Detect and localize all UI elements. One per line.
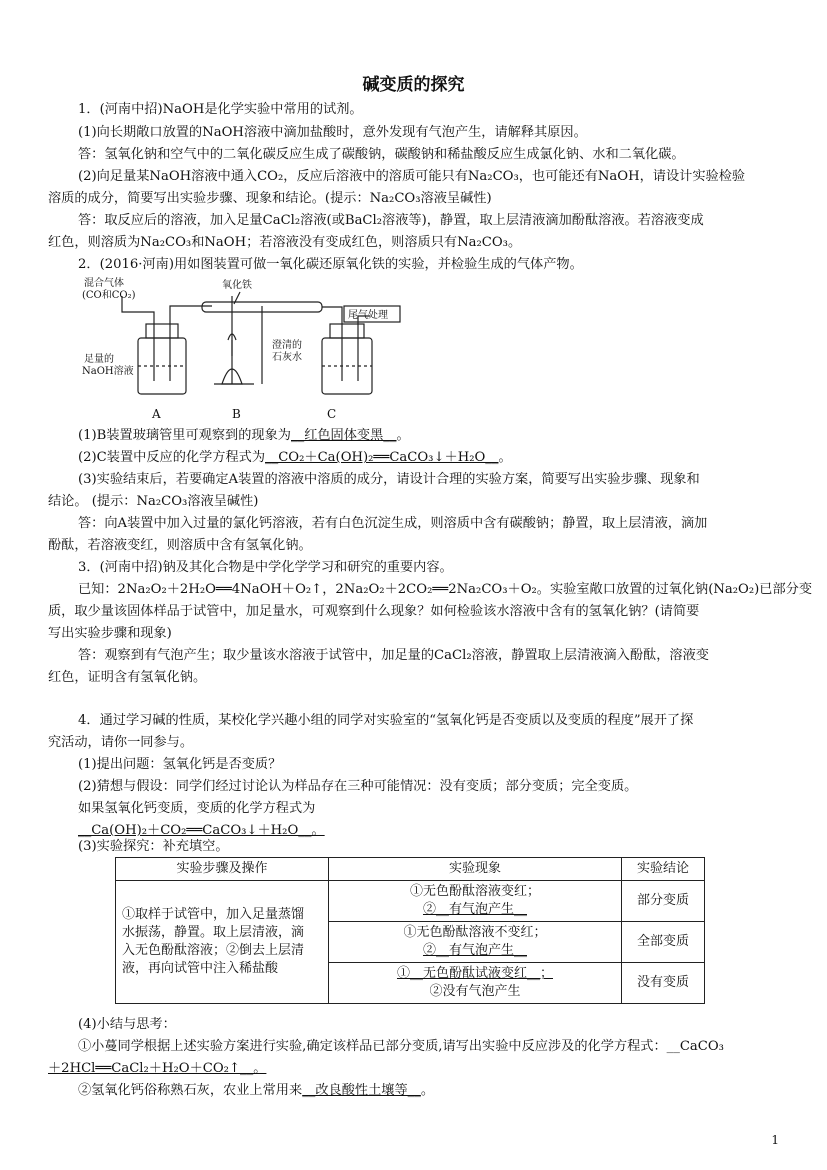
header-steps: 实验步骤及操作 [116, 858, 329, 881]
conclusion-cell: 没有变质 [622, 963, 705, 1004]
q4-part2-equation-intro: 如果氢氧化钙变质，变质的化学方程式为 [78, 801, 316, 816]
observation-cell [329, 963, 622, 1004]
label-gas-mix-2: (CO和CO₂) [82, 290, 136, 301]
conclusion-cell: 部分变质 [622, 881, 705, 922]
q4-part3: (3)实验探究：补充填空。 [78, 839, 229, 854]
q3-line3: 写出实验步骤和现象) [48, 626, 172, 641]
stopper-a [146, 324, 178, 338]
q2-answer-line2: 酚酞，若溶液变红，则溶质中含有氢氧化钠。 [48, 538, 312, 553]
stopper-c [330, 324, 364, 338]
label-naoh: 足量的 [84, 354, 114, 365]
label-a: A [152, 407, 161, 421]
q4-part2: (2)猜想与假设：同学们经过讨论认为样品存在三种可能情况：没有变质；部分变质；完全变质。 [78, 779, 638, 794]
q4-stem-line2: 究活动，请你一同参与。 [48, 735, 194, 750]
q2-part3-line2: 结论。 (提示：Na₂CO₃溶液呈碱性) [48, 494, 259, 509]
step-line: 液，再向试管中注入稀盐酸 [122, 961, 279, 976]
label-b: B [232, 407, 241, 421]
observation-answer: ①__无色酚酞试液变红__； [396, 966, 553, 981]
q1-answer1: 答：氢氧化钠和空气中的二氧化碳反应生成了碳酸钠，碳酸钠和稀盐酸反应生成氯化钠、水和二氧化碳。 [78, 147, 685, 162]
step-line: 水振荡，静置。取上层清液，滴 [122, 925, 305, 940]
q1-answer2-line1: 答：取反应后的溶液，加入足量CaCl₂溶液(或BaCl₂溶液等)，静置，取上层清液滴加酚酞溶液。若溶液变成 [78, 213, 704, 228]
label-limewater: 澄清的 [272, 340, 302, 351]
observation-line: ①无色酚酞溶液不变红； [403, 925, 547, 940]
observation-answer: ②__有气泡产生__ [422, 943, 527, 958]
q2-stem: 2．(2016·河南)用如图装置可做一氧化碳还原氧化铁的实验，并检验生成的气体产物。 [78, 257, 583, 272]
observation-cell [329, 881, 622, 922]
q3-stem: 3．(河南中招)钠及其化合物是中学化学学习和研究的重要内容。 [78, 560, 453, 575]
page-title: 碱变质的探究 [362, 75, 465, 95]
observation-line: ①无色酚酞溶液变红； [409, 884, 540, 899]
header-observations: 实验现象 [329, 858, 622, 881]
q1-answer2-line2: 红色，则溶质为Na₂CO₃和NaOH；若溶液没有变成红色，则溶质只有Na₂CO₃。 [48, 235, 522, 250]
label-gas-mix: 混合气体 [84, 278, 124, 289]
q2-part2: (2)C装置中反应的化学方程式为__CO₂＋Ca(OH)₂══CaCO₃↓＋H₂O__。 [78, 450, 512, 465]
q4-part1: (1)提出问题：氢氧化钙是否变质？ [78, 757, 282, 772]
conclusion-cell: 全部变质 [622, 922, 705, 963]
q1-part2-line2: 溶质的成分，简要写出实验步骤、现象和结论。(提示：Na₂CO₃溶液呈碱性) [48, 191, 492, 206]
q3-line1: 已知：2Na₂O₂＋2H₂O══4NaOH＋O₂↑，2Na₂O₂＋2CO₂══2Na₂CO₃＋O₂。实验室敞口放置的过氧化钠(Na₂O₂)已部分变 [78, 582, 813, 597]
label-limewater-2: 石灰水 [272, 352, 302, 363]
label-tail-gas: 尾气处理 [348, 310, 388, 321]
q1-part2-line1: (2)向足量某NaOH溶液中通入CO₂，反应后溶液中的溶质可能只有Na₂CO₃，也可能还有NaOH，请设计实验检验 [78, 169, 746, 184]
q2-answer-line1: 答：向A装置中加入过量的氯化钙溶液，若有白色沉淀生成，则溶质中含有碳酸钠；静置，取上层清液，滴加 [78, 516, 708, 531]
page-number: 1 [771, 1133, 779, 1147]
label-c: C [327, 407, 337, 421]
table-row [116, 881, 705, 922]
step-line: 入无色酚酞溶液；②倒去上层清 [122, 943, 305, 958]
q3-line2: 质，取少量该固体样品于试管中，加足量水，可观察到什么现象？如何检验该水溶液中含有的氢氧化钠？(请简要 [48, 604, 700, 619]
q1-part1: (1)向长期敞口放置的NaOH溶液中滴加盐酸时，意外发现有气泡产生，请解释其原因。 [78, 125, 587, 140]
q2-part3-line1: (3)实验结束后，若要确定A装置的溶液中溶质的成分，请设计合理的实验方案，简要写出实验步骤、现象和 [78, 472, 700, 487]
step-line: ①取样于试管中，加入足量蒸馏 [122, 907, 305, 922]
q4-part4-line3: ②氢氧化钙俗称熟石灰，农业上常用来__改良酸性土壤等__。 [78, 1083, 435, 1098]
q4-stem-line1: 4．通过学习碱的性质，某校化学兴趣小组的同学对实验室的“氢氧化钙是否变质以及变质的程度”展开了探 [78, 713, 694, 728]
q4-part4: (4)小结与思考： [78, 1017, 176, 1032]
q2-part1: (1)B装置玻璃管里可观察到的现象为__红色固体变黑__。 [78, 428, 410, 443]
q3-answer-line1: 答：观察到有气泡产生；取少量该水溶液于试管中，加足量的CaCl₂溶液，静置取上层清液滴入酚酞，溶液变 [78, 648, 709, 663]
apparatus-figure [82, 276, 412, 426]
table-header-row [116, 858, 705, 881]
q4-part2-equation: __Ca(OH)₂＋CO₂══CaCO₃↓＋H₂O__。 [78, 823, 325, 838]
q4-part4-line2: ＋2HCl══CaCl₂＋H₂O＋CO₂↑__。 [48, 1061, 267, 1076]
steps-cell [116, 881, 329, 1004]
q1-stem: 1．(河南中招)NaOH是化学实验中常用的试剂。 [78, 102, 363, 117]
label-iron-oxide: 氧化铁 [222, 280, 252, 291]
label-naoh-2: NaOH溶液 [82, 366, 134, 377]
observation-answer: ②__有气泡产生__ [422, 902, 527, 917]
q3-answer-line2: 红色，证明含有氢氧化钠。 [48, 670, 207, 685]
observation-line: ②没有气泡产生 [429, 984, 521, 999]
observation-cell [329, 922, 622, 963]
header-conclusion: 实验结论 [622, 858, 705, 881]
q4-part4-line1: ①小蔓同学根据上述实验方案进行实验,确定该样品已部分变质,请写出实验中反应涉及的化学方程式：__CaCO₃ [78, 1039, 724, 1054]
experiment-table [115, 857, 705, 1004]
